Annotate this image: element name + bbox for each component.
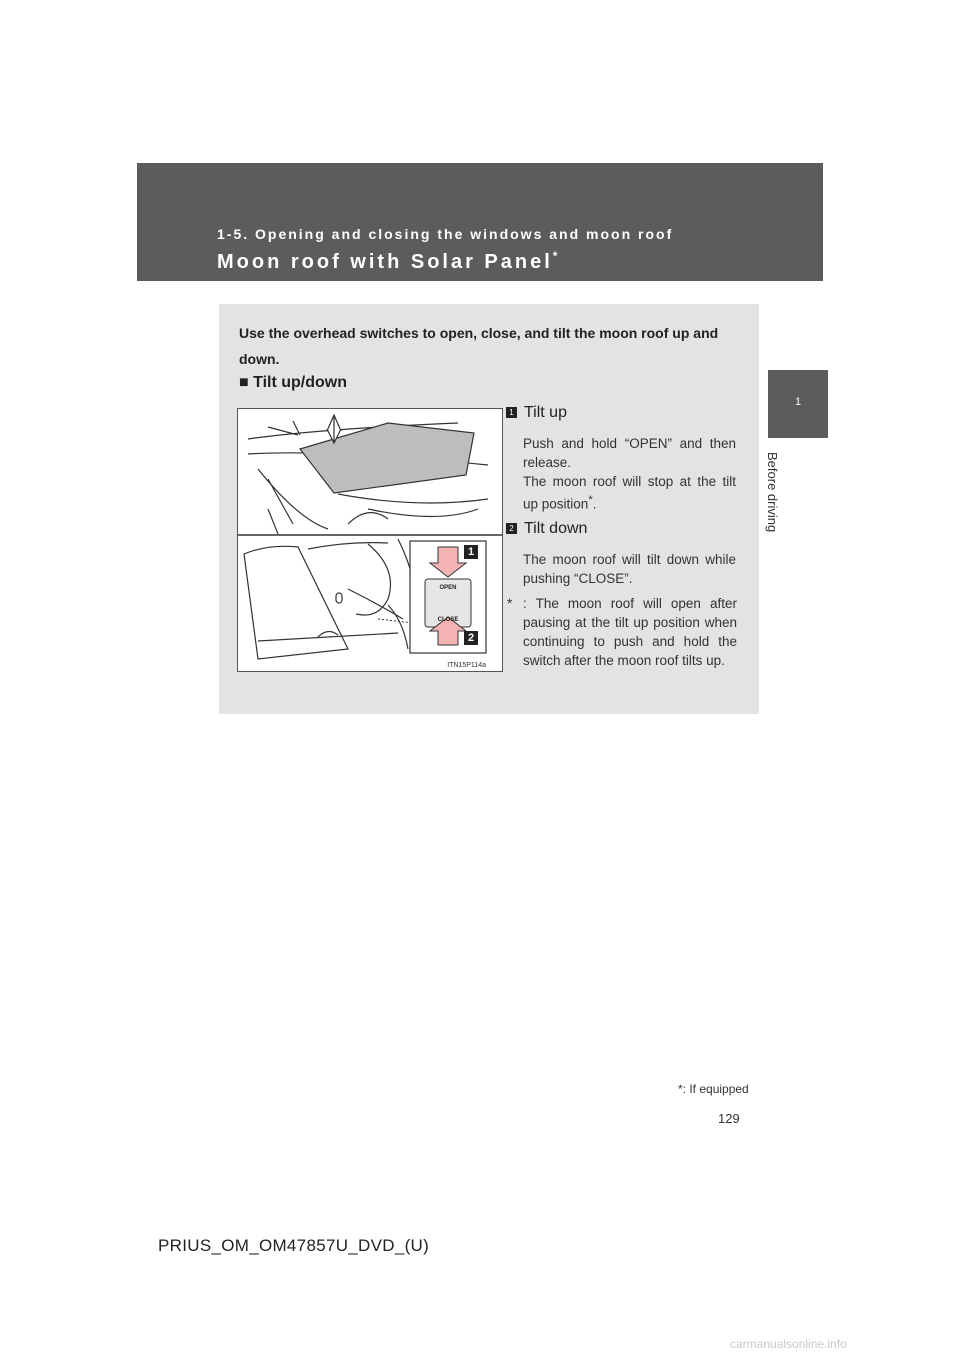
document-code: PRIUS_OM_OM47857U_DVD_(U) xyxy=(158,1236,430,1255)
car-roof-drawing xyxy=(238,409,502,671)
chapter-caption-text: Before driving xyxy=(765,452,780,533)
solar-panel-shape xyxy=(300,423,474,493)
page-header xyxy=(137,163,823,281)
step-1-number: 1 xyxy=(506,407,517,418)
callout-2: 2 xyxy=(464,631,478,645)
equipped-mark: * xyxy=(552,249,558,263)
if-equipped-asterisk: * xyxy=(678,1082,683,1096)
subheading: ■ Tilt up/down xyxy=(239,374,348,391)
illustration-code: ITN15P114a xyxy=(447,662,486,669)
section-label: 1-5. Opening and closing the windows and moon roof xyxy=(217,226,674,242)
watermark: carmanualsonline.info xyxy=(730,1337,847,1351)
chapter-caption xyxy=(762,452,796,562)
step-2-title-text: Tilt down xyxy=(524,520,588,537)
footnote-asterisk: * xyxy=(507,596,513,611)
switch-open-label: OPEN xyxy=(439,585,457,591)
if-equipped-text: : If equipped xyxy=(682,1082,749,1096)
step-1-title xyxy=(509,404,567,422)
switch-close-label: CLOSE xyxy=(437,617,459,623)
page-title-text: Moon roof with Solar Panel xyxy=(217,251,553,273)
step-2-number: 2 xyxy=(506,523,517,534)
step-1-body-line-1: Push and hold “OPEN” and then release. xyxy=(523,436,736,470)
chapter-number: 1 xyxy=(794,396,802,408)
step-1-body-2-text: The moon roof will stop at the tilt up position xyxy=(523,474,736,512)
callout-1: 1 xyxy=(464,545,478,559)
step-2-body: The moon roof will tilt down while pushing “CLOSE”. xyxy=(523,552,736,586)
step-1-body xyxy=(523,434,736,514)
step-1-body-line-2 xyxy=(523,472,736,514)
page-number: 129 xyxy=(718,1111,740,1126)
footnote xyxy=(507,594,737,670)
if-equipped-note xyxy=(678,1082,749,1096)
chapter-tab xyxy=(768,370,828,438)
moon-roof-illustration xyxy=(237,408,503,672)
page-title xyxy=(217,249,557,274)
step-1-title-text: Tilt up xyxy=(524,404,567,421)
content-box xyxy=(219,304,759,714)
step-1-asterisk: * xyxy=(588,494,593,506)
footnote-text: : The moon roof will open after pausing at the tilt up position when continuing to push and hold the switch after the moon roof tilts up. xyxy=(523,596,737,668)
intro-text: Use the overhead switches to open, close, and tilt the moon roof up and down. xyxy=(239,325,719,367)
step-2-title xyxy=(509,520,588,538)
step-1-body-2-end: . xyxy=(592,496,597,512)
